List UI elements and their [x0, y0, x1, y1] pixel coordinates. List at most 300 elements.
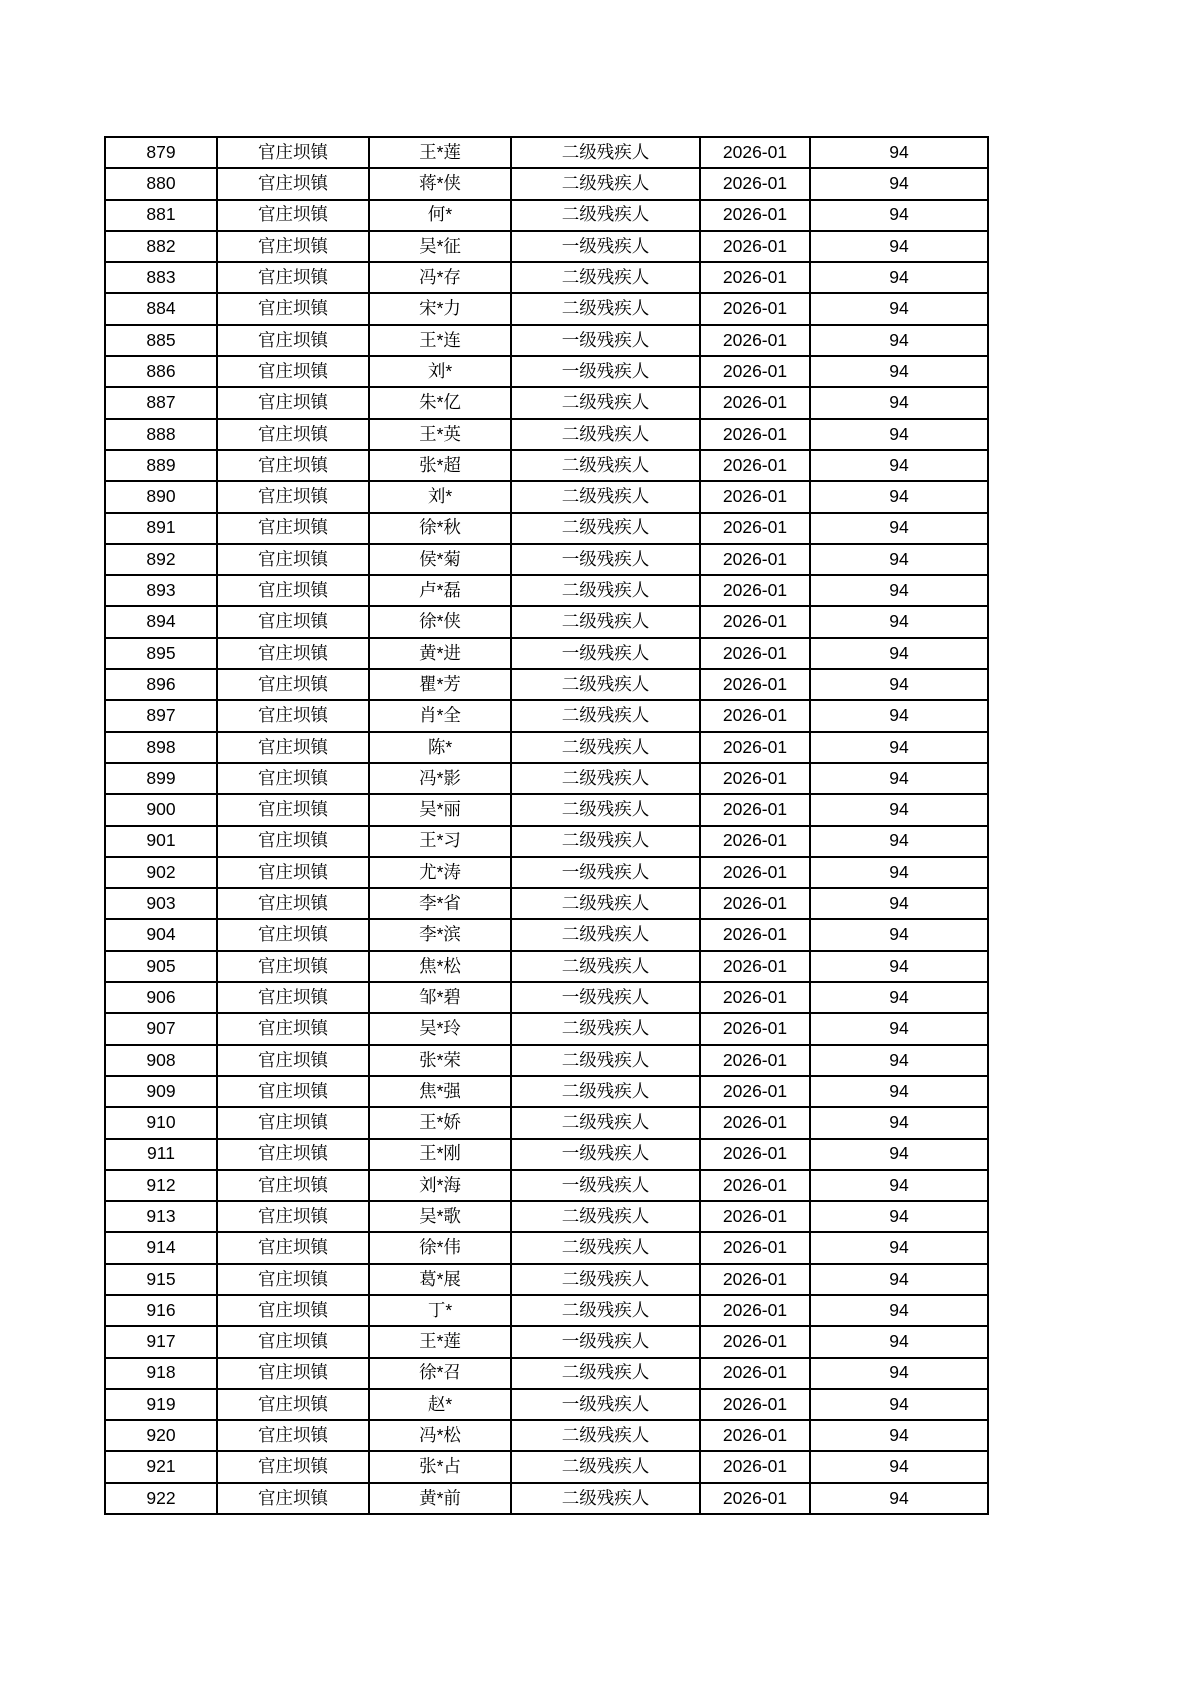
town-cell: 官庄坝镇: [217, 919, 369, 950]
row-number-cell: 910: [105, 1107, 217, 1138]
table-row: [105, 1264, 988, 1295]
row-number-cell: 905: [105, 951, 217, 982]
name-cell: 徐*侠: [369, 606, 511, 637]
town-cell: 官庄坝镇: [217, 606, 369, 637]
disability-level-cell: 二级残疾人: [511, 763, 700, 794]
name-cell: 黄*进: [369, 638, 511, 669]
row-number-cell: 921: [105, 1451, 217, 1482]
disability-level-cell: 二级残疾人: [511, 1358, 700, 1389]
month-cell: 2026-01: [700, 1013, 810, 1044]
amount-cell: 94: [810, 857, 988, 888]
row-number-cell: 892: [105, 544, 217, 575]
table-row: [105, 1170, 988, 1201]
row-number-cell: 912: [105, 1170, 217, 1201]
table-row: [105, 1389, 988, 1420]
amount-cell: 94: [810, 606, 988, 637]
month-cell: 2026-01: [700, 982, 810, 1013]
table-row: [105, 450, 988, 481]
town-cell: 官庄坝镇: [217, 325, 369, 356]
table-row: [105, 700, 988, 731]
name-cell: 刘*: [369, 356, 511, 387]
month-cell: 2026-01: [700, 1451, 810, 1482]
month-cell: 2026-01: [700, 1420, 810, 1451]
row-number-cell: 904: [105, 919, 217, 950]
table-row: [105, 1076, 988, 1107]
row-number-cell: 922: [105, 1483, 217, 1514]
disability-level-cell: 二级残疾人: [511, 262, 700, 293]
month-cell: 2026-01: [700, 1358, 810, 1389]
name-cell: 徐*召: [369, 1358, 511, 1389]
row-number-cell: 914: [105, 1232, 217, 1263]
town-cell: 官庄坝镇: [217, 1232, 369, 1263]
month-cell: 2026-01: [700, 513, 810, 544]
table-row: [105, 1201, 988, 1232]
amount-cell: 94: [810, 1295, 988, 1326]
town-cell: 官庄坝镇: [217, 982, 369, 1013]
town-cell: 官庄坝镇: [217, 1326, 369, 1357]
row-number-cell: 879: [105, 137, 217, 168]
month-cell: 2026-01: [700, 826, 810, 857]
table-row: [105, 982, 988, 1013]
name-cell: 冯*松: [369, 1420, 511, 1451]
town-cell: 官庄坝镇: [217, 1045, 369, 1076]
month-cell: 2026-01: [700, 857, 810, 888]
row-number-cell: 907: [105, 1013, 217, 1044]
month-cell: 2026-01: [700, 763, 810, 794]
row-number-cell: 883: [105, 262, 217, 293]
town-cell: 官庄坝镇: [217, 1264, 369, 1295]
name-cell: 宋*力: [369, 293, 511, 324]
town-cell: 官庄坝镇: [217, 826, 369, 857]
row-number-cell: 887: [105, 387, 217, 418]
name-cell: 陈*: [369, 732, 511, 763]
town-cell: 官庄坝镇: [217, 763, 369, 794]
month-cell: 2026-01: [700, 200, 810, 231]
table-row: [105, 387, 988, 418]
row-number-cell: 894: [105, 606, 217, 637]
town-cell: 官庄坝镇: [217, 293, 369, 324]
month-cell: 2026-01: [700, 325, 810, 356]
disability-level-cell: 一级残疾人: [511, 857, 700, 888]
amount-cell: 94: [810, 293, 988, 324]
table-row: [105, 763, 988, 794]
table-row: [105, 606, 988, 637]
row-number-cell: 903: [105, 888, 217, 919]
month-cell: 2026-01: [700, 1139, 810, 1170]
row-number-cell: 915: [105, 1264, 217, 1295]
table-row: [105, 575, 988, 606]
row-number-cell: 886: [105, 356, 217, 387]
amount-cell: 94: [810, 450, 988, 481]
row-number-cell: 913: [105, 1201, 217, 1232]
month-cell: 2026-01: [700, 606, 810, 637]
month-cell: 2026-01: [700, 544, 810, 575]
amount-cell: 94: [810, 200, 988, 231]
month-cell: 2026-01: [700, 481, 810, 512]
amount-cell: 94: [810, 1483, 988, 1514]
town-cell: 官庄坝镇: [217, 231, 369, 262]
row-number-cell: 911: [105, 1139, 217, 1170]
table-row: [105, 325, 988, 356]
month-cell: 2026-01: [700, 262, 810, 293]
town-cell: 官庄坝镇: [217, 1139, 369, 1170]
month-cell: 2026-01: [700, 1264, 810, 1295]
name-cell: 王*莲: [369, 137, 511, 168]
table-row: [105, 481, 988, 512]
disability-level-cell: 二级残疾人: [511, 387, 700, 418]
town-cell: 官庄坝镇: [217, 450, 369, 481]
month-cell: 2026-01: [700, 700, 810, 731]
amount-cell: 94: [810, 419, 988, 450]
disability-level-cell: 二级残疾人: [511, 575, 700, 606]
row-number-cell: 893: [105, 575, 217, 606]
month-cell: 2026-01: [700, 1326, 810, 1357]
town-cell: 官庄坝镇: [217, 1451, 369, 1482]
row-number-cell: 881: [105, 200, 217, 231]
town-cell: 官庄坝镇: [217, 638, 369, 669]
amount-cell: 94: [810, 575, 988, 606]
table-row: [105, 544, 988, 575]
town-cell: 官庄坝镇: [217, 168, 369, 199]
row-number-cell: 896: [105, 669, 217, 700]
disability-level-cell: 二级残疾人: [511, 794, 700, 825]
name-cell: 肖*全: [369, 700, 511, 731]
name-cell: 冯*影: [369, 763, 511, 794]
table-row: [105, 669, 988, 700]
month-cell: 2026-01: [700, 1076, 810, 1107]
disability-level-cell: 二级残疾人: [511, 513, 700, 544]
month-cell: 2026-01: [700, 1170, 810, 1201]
table-row: [105, 1045, 988, 1076]
town-cell: 官庄坝镇: [217, 857, 369, 888]
row-number-cell: 890: [105, 481, 217, 512]
disability-level-cell: 一级残疾人: [511, 638, 700, 669]
month-cell: 2026-01: [700, 137, 810, 168]
table-row: [105, 293, 988, 324]
amount-cell: 94: [810, 638, 988, 669]
disability-level-cell: 二级残疾人: [511, 1076, 700, 1107]
table-row: [105, 1451, 988, 1482]
row-number-cell: 920: [105, 1420, 217, 1451]
amount-cell: 94: [810, 1264, 988, 1295]
amount-cell: 94: [810, 481, 988, 512]
town-cell: 官庄坝镇: [217, 262, 369, 293]
town-cell: 官庄坝镇: [217, 387, 369, 418]
amount-cell: 94: [810, 1389, 988, 1420]
amount-cell: 94: [810, 513, 988, 544]
disability-level-cell: 二级残疾人: [511, 951, 700, 982]
table-row: [105, 1420, 988, 1451]
town-cell: 官庄坝镇: [217, 513, 369, 544]
row-number-cell: 906: [105, 982, 217, 1013]
disability-level-cell: 二级残疾人: [511, 419, 700, 450]
name-cell: 王*刚: [369, 1139, 511, 1170]
month-cell: 2026-01: [700, 575, 810, 606]
table-row: [105, 638, 988, 669]
name-cell: 徐*伟: [369, 1232, 511, 1263]
table-row: [105, 1013, 988, 1044]
month-cell: 2026-01: [700, 1232, 810, 1263]
town-cell: 官庄坝镇: [217, 700, 369, 731]
name-cell: 张*超: [369, 450, 511, 481]
month-cell: 2026-01: [700, 1483, 810, 1514]
disability-level-cell: 二级残疾人: [511, 888, 700, 919]
disability-level-cell: 一级残疾人: [511, 356, 700, 387]
table-row: [105, 262, 988, 293]
table-row: [105, 137, 988, 168]
amount-cell: 94: [810, 1045, 988, 1076]
name-cell: 朱*亿: [369, 387, 511, 418]
amount-cell: 94: [810, 1076, 988, 1107]
disability-level-cell: 二级残疾人: [511, 1483, 700, 1514]
month-cell: 2026-01: [700, 794, 810, 825]
table-row: [105, 231, 988, 262]
month-cell: 2026-01: [700, 1045, 810, 1076]
amount-cell: 94: [810, 387, 988, 418]
month-cell: 2026-01: [700, 1107, 810, 1138]
table-row: [105, 826, 988, 857]
row-number-cell: 882: [105, 231, 217, 262]
row-number-cell: 884: [105, 293, 217, 324]
table-row: [105, 1358, 988, 1389]
disability-level-cell: 二级残疾人: [511, 293, 700, 324]
name-cell: 李*滨: [369, 919, 511, 950]
row-number-cell: 895: [105, 638, 217, 669]
benefit-table-body: [105, 137, 988, 1514]
name-cell: 张*占: [369, 1451, 511, 1482]
town-cell: 官庄坝镇: [217, 1170, 369, 1201]
town-cell: 官庄坝镇: [217, 1389, 369, 1420]
row-number-cell: 909: [105, 1076, 217, 1107]
disability-level-cell: 二级残疾人: [511, 700, 700, 731]
disability-level-cell: 一级残疾人: [511, 982, 700, 1013]
amount-cell: 94: [810, 1013, 988, 1044]
month-cell: 2026-01: [700, 356, 810, 387]
town-cell: 官庄坝镇: [217, 419, 369, 450]
month-cell: 2026-01: [700, 1389, 810, 1420]
disability-level-cell: 二级残疾人: [511, 1264, 700, 1295]
disability-level-cell: 一级残疾人: [511, 1389, 700, 1420]
name-cell: 赵*: [369, 1389, 511, 1420]
row-number-cell: 902: [105, 857, 217, 888]
town-cell: 官庄坝镇: [217, 669, 369, 700]
disability-level-cell: 一级残疾人: [511, 1326, 700, 1357]
town-cell: 官庄坝镇: [217, 1201, 369, 1232]
town-cell: 官庄坝镇: [217, 1107, 369, 1138]
amount-cell: 94: [810, 700, 988, 731]
amount-cell: 94: [810, 919, 988, 950]
table-row: [105, 513, 988, 544]
disability-level-cell: 一级残疾人: [511, 544, 700, 575]
amount-cell: 94: [810, 544, 988, 575]
disability-level-cell: 二级残疾人: [511, 200, 700, 231]
month-cell: 2026-01: [700, 638, 810, 669]
amount-cell: 94: [810, 1232, 988, 1263]
town-cell: 官庄坝镇: [217, 137, 369, 168]
row-number-cell: 899: [105, 763, 217, 794]
name-cell: 刘*: [369, 481, 511, 512]
name-cell: 邹*碧: [369, 982, 511, 1013]
amount-cell: 94: [810, 763, 988, 794]
name-cell: 张*荣: [369, 1045, 511, 1076]
town-cell: 官庄坝镇: [217, 732, 369, 763]
row-number-cell: 880: [105, 168, 217, 199]
name-cell: 王*习: [369, 826, 511, 857]
row-number-cell: 918: [105, 1358, 217, 1389]
disability-level-cell: 二级残疾人: [511, 669, 700, 700]
row-number-cell: 916: [105, 1295, 217, 1326]
table-row: [105, 419, 988, 450]
benefit-table: [104, 136, 989, 1515]
disability-level-cell: 二级残疾人: [511, 732, 700, 763]
table-row: [105, 1326, 988, 1357]
name-cell: 王*娇: [369, 1107, 511, 1138]
month-cell: 2026-01: [700, 168, 810, 199]
amount-cell: 94: [810, 826, 988, 857]
disability-level-cell: 二级残疾人: [511, 1420, 700, 1451]
name-cell: 李*省: [369, 888, 511, 919]
name-cell: 王*莲: [369, 1326, 511, 1357]
amount-cell: 94: [810, 1358, 988, 1389]
name-cell: 尤*涛: [369, 857, 511, 888]
row-number-cell: 897: [105, 700, 217, 731]
name-cell: 吴*歌: [369, 1201, 511, 1232]
month-cell: 2026-01: [700, 951, 810, 982]
month-cell: 2026-01: [700, 669, 810, 700]
disability-level-cell: 二级残疾人: [511, 919, 700, 950]
month-cell: 2026-01: [700, 888, 810, 919]
amount-cell: 94: [810, 262, 988, 293]
month-cell: 2026-01: [700, 919, 810, 950]
row-number-cell: 891: [105, 513, 217, 544]
town-cell: 官庄坝镇: [217, 888, 369, 919]
month-cell: 2026-01: [700, 293, 810, 324]
amount-cell: 94: [810, 669, 988, 700]
amount-cell: 94: [810, 356, 988, 387]
table-row: [105, 1232, 988, 1263]
name-cell: 焦*强: [369, 1076, 511, 1107]
amount-cell: 94: [810, 1170, 988, 1201]
name-cell: 卢*磊: [369, 575, 511, 606]
table-row: [105, 1139, 988, 1170]
table-row: [105, 888, 988, 919]
row-number-cell: 917: [105, 1326, 217, 1357]
month-cell: 2026-01: [700, 732, 810, 763]
amount-cell: 94: [810, 1420, 988, 1451]
town-cell: 官庄坝镇: [217, 951, 369, 982]
disability-level-cell: 二级残疾人: [511, 826, 700, 857]
town-cell: 官庄坝镇: [217, 1358, 369, 1389]
table-row: [105, 732, 988, 763]
town-cell: 官庄坝镇: [217, 575, 369, 606]
disability-level-cell: 二级残疾人: [511, 1201, 700, 1232]
disability-level-cell: 二级残疾人: [511, 168, 700, 199]
name-cell: 侯*菊: [369, 544, 511, 575]
amount-cell: 94: [810, 1201, 988, 1232]
name-cell: 葛*展: [369, 1264, 511, 1295]
month-cell: 2026-01: [700, 1201, 810, 1232]
disability-level-cell: 二级残疾人: [511, 1013, 700, 1044]
row-number-cell: 901: [105, 826, 217, 857]
town-cell: 官庄坝镇: [217, 1295, 369, 1326]
amount-cell: 94: [810, 137, 988, 168]
table-row: [105, 356, 988, 387]
row-number-cell: 919: [105, 1389, 217, 1420]
name-cell: 吴*丽: [369, 794, 511, 825]
town-cell: 官庄坝镇: [217, 1076, 369, 1107]
row-number-cell: 908: [105, 1045, 217, 1076]
disability-level-cell: 二级残疾人: [511, 1451, 700, 1482]
town-cell: 官庄坝镇: [217, 356, 369, 387]
disability-level-cell: 一级残疾人: [511, 325, 700, 356]
row-number-cell: 888: [105, 419, 217, 450]
amount-cell: 94: [810, 982, 988, 1013]
amount-cell: 94: [810, 1326, 988, 1357]
disability-level-cell: 一级残疾人: [511, 1170, 700, 1201]
amount-cell: 94: [810, 794, 988, 825]
table-row: [105, 951, 988, 982]
name-cell: 焦*松: [369, 951, 511, 982]
amount-cell: 94: [810, 168, 988, 199]
disability-level-cell: 一级残疾人: [511, 1139, 700, 1170]
town-cell: 官庄坝镇: [217, 544, 369, 575]
table-row: [105, 794, 988, 825]
disability-level-cell: 二级残疾人: [511, 1107, 700, 1138]
disability-level-cell: 二级残疾人: [511, 481, 700, 512]
amount-cell: 94: [810, 732, 988, 763]
table-row: [105, 1295, 988, 1326]
amount-cell: 94: [810, 231, 988, 262]
name-cell: 黄*前: [369, 1483, 511, 1514]
town-cell: 官庄坝镇: [217, 200, 369, 231]
table-row: [105, 200, 988, 231]
row-number-cell: 898: [105, 732, 217, 763]
row-number-cell: 900: [105, 794, 217, 825]
month-cell: 2026-01: [700, 419, 810, 450]
name-cell: 刘*海: [369, 1170, 511, 1201]
amount-cell: 94: [810, 1139, 988, 1170]
disability-level-cell: 二级残疾人: [511, 137, 700, 168]
name-cell: 吴*征: [369, 231, 511, 262]
town-cell: 官庄坝镇: [217, 1483, 369, 1514]
disability-level-cell: 二级残疾人: [511, 450, 700, 481]
month-cell: 2026-01: [700, 450, 810, 481]
town-cell: 官庄坝镇: [217, 1013, 369, 1044]
name-cell: 瞿*芳: [369, 669, 511, 700]
town-cell: 官庄坝镇: [217, 794, 369, 825]
table-row: [105, 857, 988, 888]
town-cell: 官庄坝镇: [217, 481, 369, 512]
amount-cell: 94: [810, 1107, 988, 1138]
disability-level-cell: 一级残疾人: [511, 231, 700, 262]
town-cell: 官庄坝镇: [217, 1420, 369, 1451]
row-number-cell: 889: [105, 450, 217, 481]
month-cell: 2026-01: [700, 1295, 810, 1326]
disability-level-cell: 二级残疾人: [511, 1295, 700, 1326]
amount-cell: 94: [810, 951, 988, 982]
disability-level-cell: 二级残疾人: [511, 1045, 700, 1076]
name-cell: 徐*秋: [369, 513, 511, 544]
name-cell: 冯*存: [369, 262, 511, 293]
table-row: [105, 1107, 988, 1138]
disability-level-cell: 二级残疾人: [511, 606, 700, 637]
name-cell: 丁*: [369, 1295, 511, 1326]
row-number-cell: 885: [105, 325, 217, 356]
month-cell: 2026-01: [700, 231, 810, 262]
month-cell: 2026-01: [700, 387, 810, 418]
name-cell: 王*英: [369, 419, 511, 450]
table-row: [105, 1483, 988, 1514]
